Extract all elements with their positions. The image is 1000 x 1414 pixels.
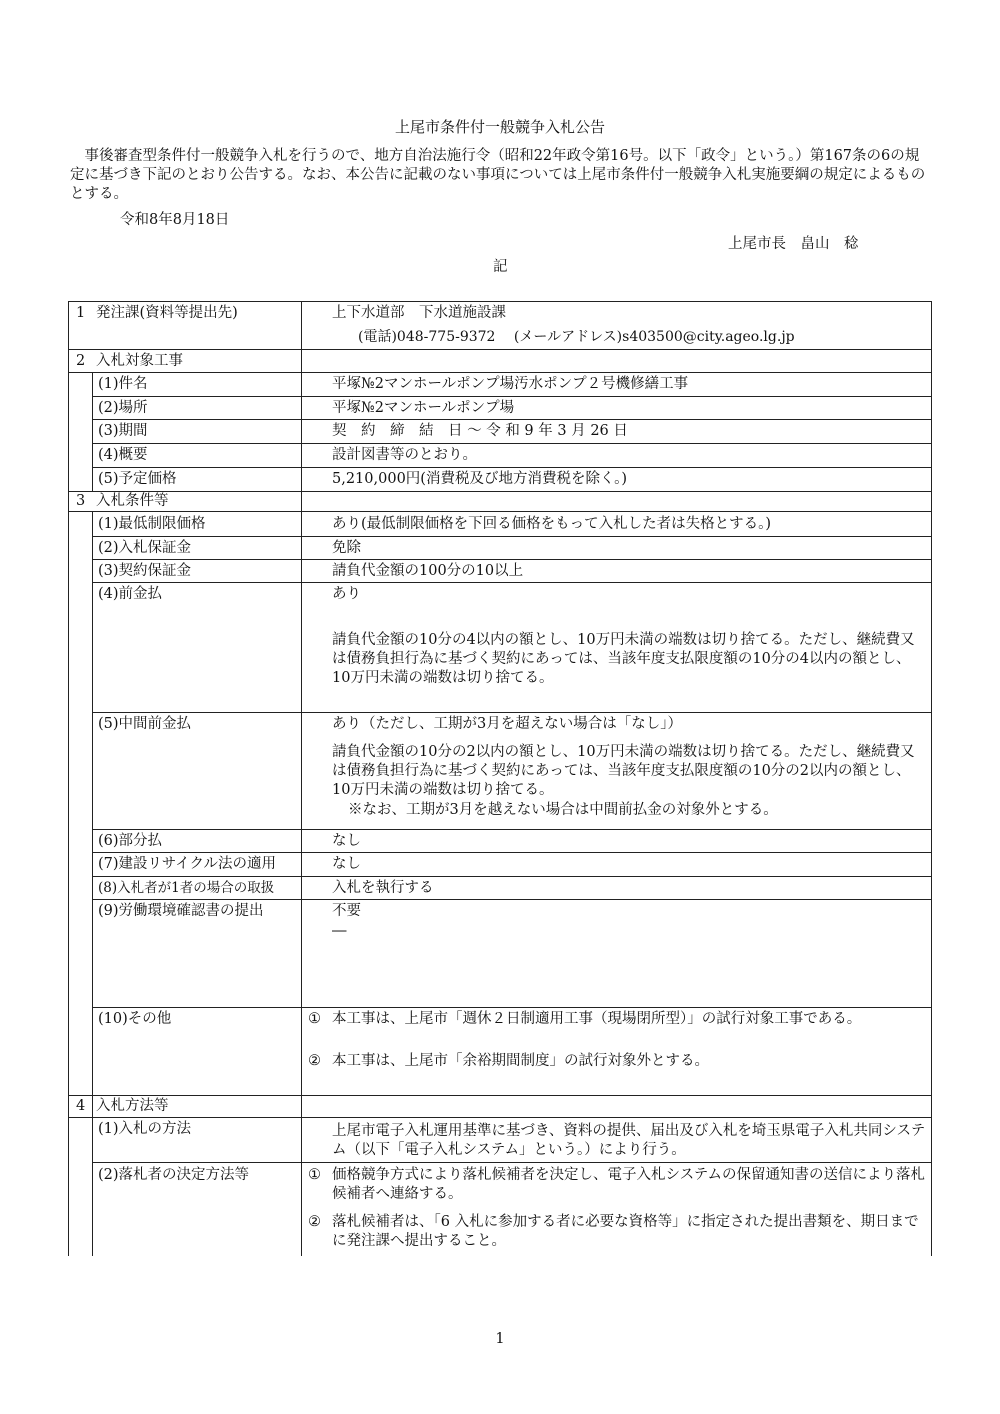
row-value: 不要	[332, 903, 361, 919]
row-label: (4)前金払	[98, 586, 163, 602]
row-label: (1)件名	[98, 376, 148, 392]
section-label: 発注課(資料等提出先)	[96, 305, 238, 321]
row-value: なし	[332, 856, 361, 872]
award-method-2: 落札候補者は、「6 入札に参加する者に必要な資格等」に指定された提出書類を、期日までに発注課へ提出すること。	[332, 1214, 919, 1249]
interim-payment-note: ※なお、工期が3月を越えない場合は中間前払金の対象外とする。	[348, 802, 778, 818]
row-label: (9)労働環境確認書の提出	[98, 903, 264, 919]
row-label: (6)部分払	[98, 833, 163, 849]
other-note-1: 本工事は、上尾市「週休２日制適用工事（現場閉所型）」の試行対象工事である。	[332, 1011, 862, 1027]
row-value: 平塚№2マンホールポンプ場	[332, 400, 515, 416]
row-value: 免除	[332, 540, 361, 556]
section-number: 4	[76, 1098, 86, 1114]
row-label: (1)入札の方法	[98, 1121, 192, 1137]
intro-paragraph: 事後審査型条件付一般競争入札を行うので、地方自治法施行令（昭和22年政令第16号。以下「政令」という。）第167条の6の規定に基づき下記のとおり公告する。なお、本公告に記載のない事項については上尾市条件付一般競争入札実施要綱の規定によるものとする。	[70, 148, 926, 202]
row-label: (3)期間	[98, 423, 148, 439]
row-value: あり	[332, 586, 361, 602]
document-title: 上尾市条件付一般競争入札公告	[394, 118, 605, 136]
department-name: 上下水道部 下水道施設課	[332, 305, 506, 321]
row-label: (4)概要	[98, 447, 148, 463]
row-value: 設計図書等のとおり。	[332, 447, 477, 463]
circled-number: ②	[308, 1053, 321, 1069]
row-label: (2)場所	[98, 400, 148, 416]
row-label: (3)契約保証金	[98, 563, 192, 579]
row-label: (5)中間前金払	[98, 716, 192, 732]
row-label: (2)落札者の決定方法等	[98, 1167, 250, 1183]
other-note-2: 本工事は、上尾市「余裕期間制度」の試行対象外とする。	[332, 1053, 709, 1069]
section-label: 入札方法等	[96, 1098, 169, 1114]
row-value: あり(最低制限価格を下回る価格をもって入札した者は失格とする。)	[332, 516, 772, 532]
section-label: 入札条件等	[96, 493, 169, 509]
row-label: (1)最低制限価格	[98, 516, 206, 532]
section-number: 3	[76, 493, 86, 509]
section-number: 1	[76, 305, 86, 321]
interim-payment-detail: 請負代金額の10分の2以内の額とし、10万円未満の端数は切り捨てる。ただし、継続費又は債務負担行為に基づく契約にあっては、当該年度支払限度額の10分の2以内の額とし、10万円未満の端数は切り捨てる。	[332, 744, 915, 798]
row-value: 請負代金額の100分の10以上	[332, 563, 524, 579]
issuer: 上尾市長 畠山 稔	[728, 236, 859, 252]
row-label: (2)入札保証金	[98, 540, 192, 556]
dash-mark: ―	[332, 923, 347, 939]
page-number: 1	[495, 1331, 505, 1347]
row-label: (5)予定価格	[98, 471, 177, 487]
row-label: (10)その他	[98, 1011, 172, 1027]
ki-marker: 記	[493, 259, 508, 275]
bidding-method: 上尾市電子入札運用基準に基づき、資料の提供、届出及び入札を埼玉県電子入札共同システム（以下「電子入札システム」という。）により行う。	[332, 1123, 926, 1158]
contact-info: (電話)048-775-9372 (メールアドレス)s403500@city.ageo.lg.jp	[358, 329, 795, 345]
award-method-1: 価格競争方式により落札候補者を決定し、電子入札システムの保留通知書の送信により落札候補者へ連絡する。	[332, 1167, 926, 1202]
circled-number: ①	[308, 1167, 321, 1183]
advance-payment-detail: 請負代金額の10分の4以内の額とし、10万円未満の端数は切り捨てる。ただし、継続費又は債務負担行為に基づく契約にあっては、当該年度支払限度額の10分の4以内の額とし、10万円未満の端数は切り捨てる。	[332, 632, 915, 686]
circled-number: ①	[308, 1011, 321, 1027]
circled-number: ②	[308, 1214, 321, 1230]
row-label: (8)入札者が1者の場合の取扱	[98, 880, 275, 896]
row-value: あり（ただし、工期が3月を超えない場合は「なし」）	[332, 716, 682, 732]
announcement-date: 令和8年8月18日	[120, 212, 230, 228]
section-label: 入札対象工事	[96, 353, 183, 369]
row-label: (7)建設リサイクル法の適用	[98, 856, 277, 872]
row-value: なし	[332, 833, 361, 849]
row-value: 契 約 締 結 日 ～ 令 和 9 年 3 月 26 日	[332, 423, 628, 439]
row-value: 入札を執行する	[332, 880, 434, 896]
row-value: 平塚№2マンホールポンプ場汚水ポンプ２号機修繕工事	[332, 376, 689, 392]
row-value: 5,210,000円(消費税及び地方消費税を除く。)	[332, 471, 628, 487]
section-number: 2	[76, 353, 86, 369]
